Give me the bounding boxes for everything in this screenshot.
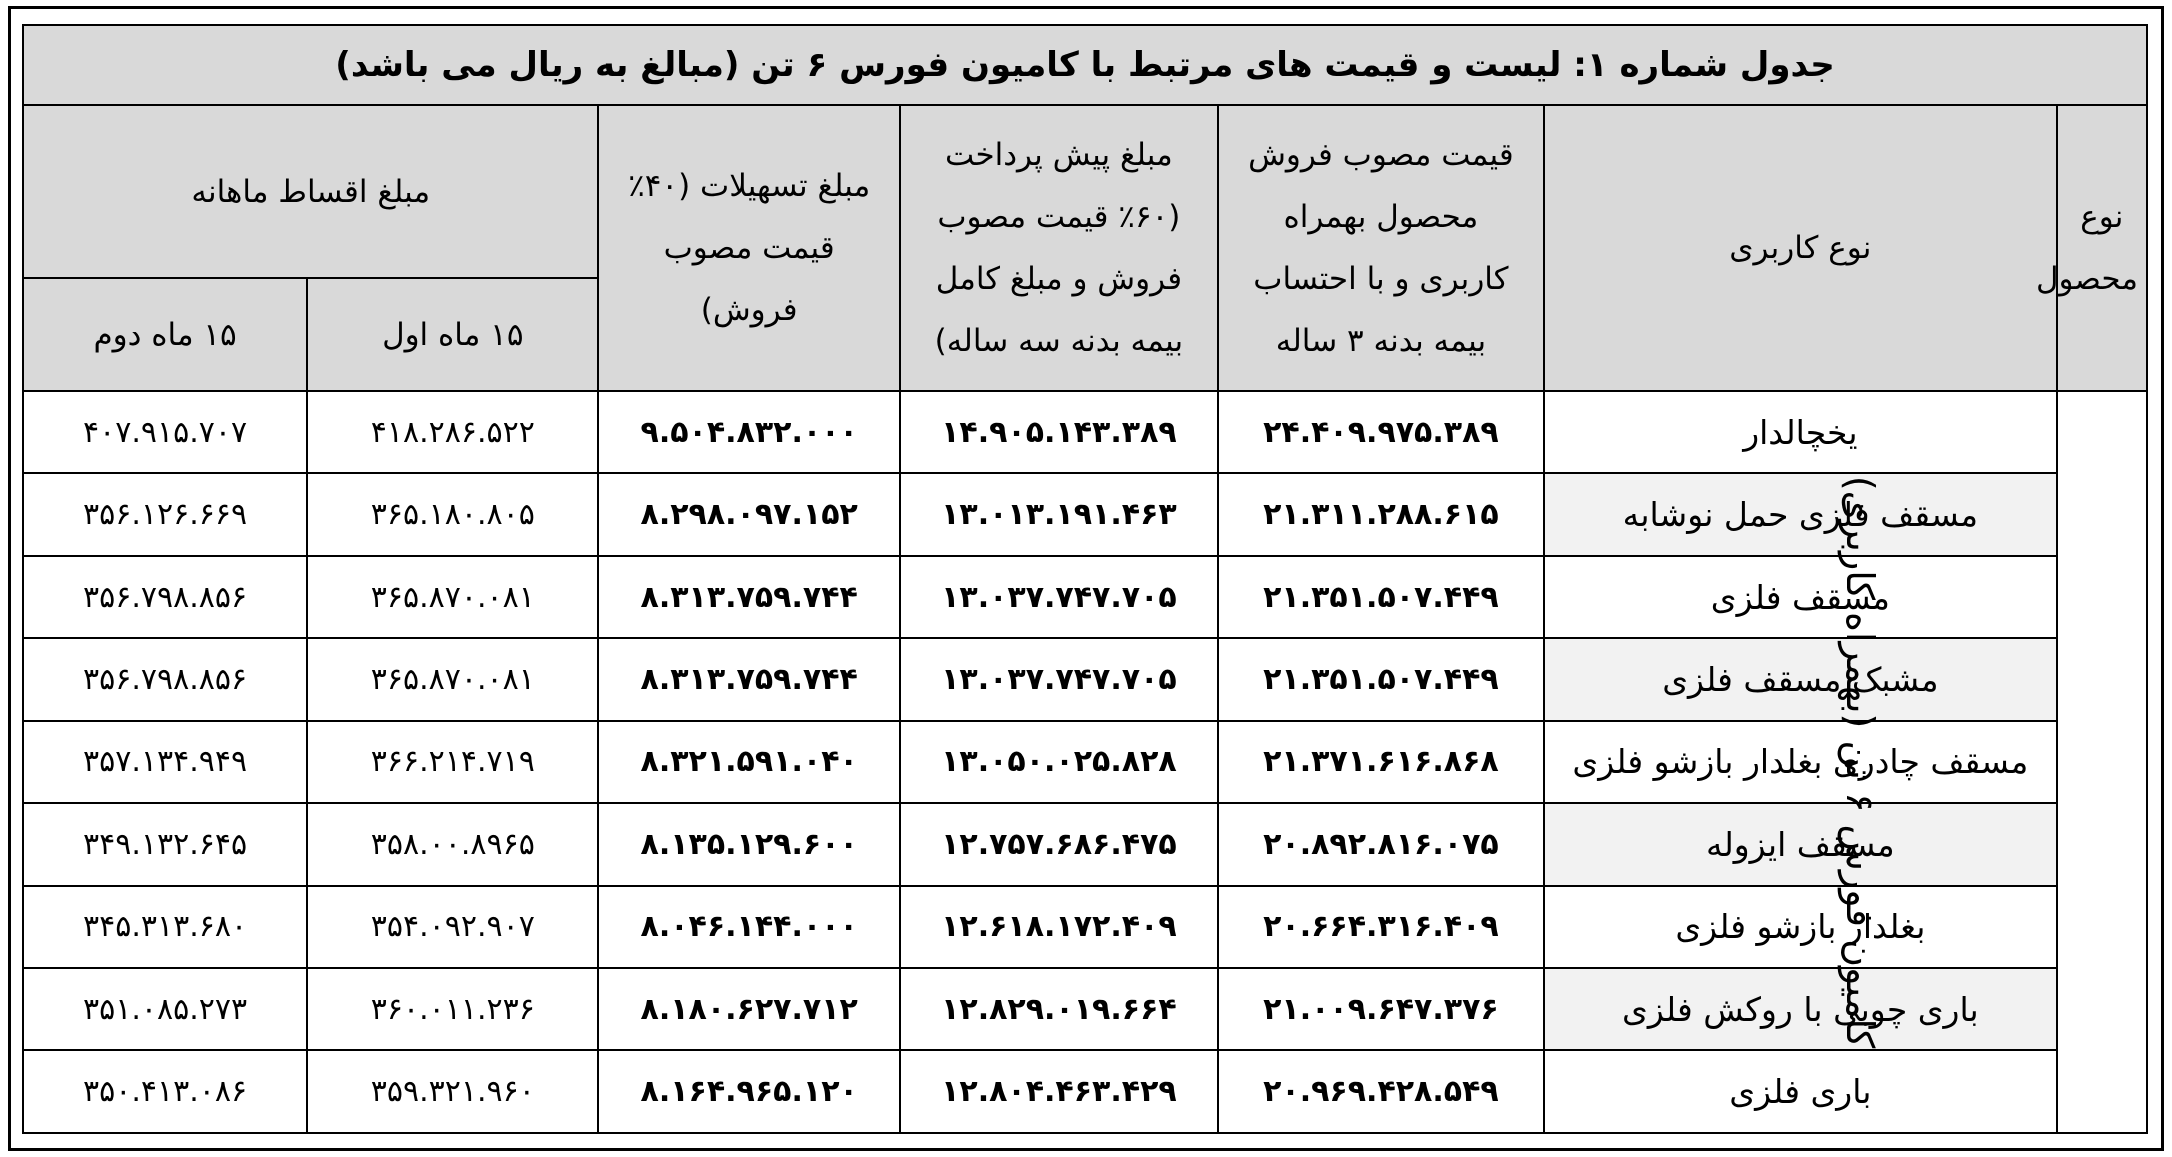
- table-row: [23, 803, 2147, 885]
- usage-cell: مشبک مسقف فلزی: [1544, 638, 2057, 720]
- header-approved-price: قیمت مصوب فروش محصول بهمراه کاربری و با احتساب بیمه بدنه ۳ ساله: [1218, 105, 1544, 391]
- prepayment-cell: ۱۲.۸۰۴.۴۶۳.۴۲۹: [900, 1050, 1218, 1133]
- table-row: [23, 886, 2147, 968]
- second-15-cell: ۳۵۰.۴۱۳.۰۸۶: [23, 1050, 307, 1133]
- facility-cell: ۸.۳۲۱.۵۹۱.۰۴۰: [598, 721, 900, 803]
- second-15-cell: ۳۵۶.۷۹۸.۸۵۶: [23, 556, 307, 638]
- table-row: [23, 721, 2147, 803]
- usage-cell: مسقف ایزوله: [1544, 803, 2057, 885]
- prepayment-cell: ۱۲.۸۲۹.۰۱۹.۶۶۴: [900, 968, 1218, 1050]
- header-monthly-installments: مبلغ اقساط ماهانه: [23, 105, 598, 278]
- second-15-cell: ۳۴۹.۱۳۲.۶۴۵: [23, 803, 307, 885]
- price-cell: ۲۱.۳۵۱.۵۰۷.۴۴۹: [1218, 638, 1544, 720]
- price-cell: ۲۱.۳۵۱.۵۰۷.۴۴۹: [1218, 556, 1544, 638]
- header-product-type: نوع محصول: [2057, 105, 2147, 391]
- second-15-cell: ۳۵۶.۱۲۶.۶۶۹: [23, 473, 307, 555]
- first-15-cell: ۳۵۹.۳۲۱.۹۶۰: [307, 1050, 598, 1133]
- first-15-cell: ۳۶۵.۸۷۰.۰۸۱: [307, 556, 598, 638]
- usage-cell: مسقف فلزی: [1544, 556, 2057, 638]
- price-cell: ۲۰.۶۶۴.۳۱۶.۴۰۹: [1218, 886, 1544, 968]
- facility-cell: ۸.۲۹۸.۰۹۷.۱۵۲: [598, 473, 900, 555]
- prepayment-cell: ۱۳.۰۳۷.۷۴۷.۷۰۵: [900, 556, 1218, 638]
- facility-cell: ۸.۱۶۴.۹۶۵.۱۲۰: [598, 1050, 900, 1133]
- first-15-cell: ۳۶۰.۰۱۱.۲۳۶: [307, 968, 598, 1050]
- table-row: [23, 968, 2147, 1050]
- product-name: کامیون فورس ۶ تن (بهمراه کاربری): [1837, 475, 1882, 1049]
- table-row: [23, 638, 2147, 720]
- prepayment-cell: ۱۳.۰۱۳.۱۹۱.۴۶۳: [900, 473, 1218, 555]
- table-title: جدول شماره ۱: لیست و قیمت های مرتبط با کامیون فورس ۶ تن (مبالغ به ریال می باشد): [23, 25, 2147, 105]
- usage-cell: یخچالدار: [1544, 391, 2057, 473]
- facility-cell: ۹.۵۰۴.۸۳۲.۰۰۰: [598, 391, 900, 473]
- first-15-cell: ۳۵۸.۰۰.۸۹۶۵: [307, 803, 598, 885]
- header-usage-type: نوع کاربری: [1544, 105, 2057, 391]
- second-15-cell: ۳۵۶.۷۹۸.۸۵۶: [23, 638, 307, 720]
- usage-cell: مسقف فلزی حمل نوشابه: [1544, 473, 2057, 555]
- price-cell: ۲۰.۹۶۹.۴۲۸.۵۴۹: [1218, 1050, 1544, 1133]
- usage-cell: باری چوبی با روکش فلزی: [1544, 968, 2057, 1050]
- second-15-cell: ۳۵۷.۱۳۴.۹۴۹: [23, 721, 307, 803]
- prepayment-cell: ۱۴.۹۰۵.۱۴۳.۳۸۹: [900, 391, 1218, 473]
- price-cell: ۲۴.۴۰۹.۹۷۵.۳۸۹: [1218, 391, 1544, 473]
- facility-cell: ۸.۳۱۳.۷۵۹.۷۴۴: [598, 638, 900, 720]
- first-15-cell: ۳۶۵.۸۷۰.۰۸۱: [307, 638, 598, 720]
- first-15-cell: ۳۵۴.۰۹۲.۹۰۷: [307, 886, 598, 968]
- header-facility: مبلغ تسهیلات (۴۰٪ قیمت مصوب فروش): [598, 105, 900, 391]
- usage-cell: بغلدار بازشو فلزی: [1544, 886, 2057, 968]
- prepayment-cell: ۱۲.۶۱۸.۱۷۲.۴۰۹: [900, 886, 1218, 968]
- second-15-cell: ۳۴۵.۳۱۳.۶۸۰: [23, 886, 307, 968]
- price-cell: ۲۱.۰۰۹.۶۴۷.۳۷۶: [1218, 968, 1544, 1050]
- header-first-15-months: ۱۵ ماه اول: [307, 278, 598, 391]
- price-cell: ۲۰.۸۹۲.۸۱۶.۰۷۵: [1218, 803, 1544, 885]
- price-table: [22, 24, 2148, 1134]
- header-prepayment: مبلغ پیش پرداخت (۶۰٪ قیمت مصوب فروش و مبلغ کامل بیمه بدنه سه ساله): [900, 105, 1218, 391]
- product-name-cell: [1837, 391, 2147, 1133]
- table-row: [23, 556, 2147, 638]
- price-cell: ۲۱.۳۱۱.۲۸۸.۶۱۵: [1218, 473, 1544, 555]
- prepayment-cell: ۱۲.۷۵۷.۶۸۶.۴۷۵: [900, 803, 1218, 885]
- table-row: [23, 1050, 2147, 1133]
- second-15-cell: ۴۰۷.۹۱۵.۷۰۷: [23, 391, 307, 473]
- header-second-15-months: ۱۵ ماه دوم: [23, 278, 307, 391]
- first-15-cell: ۳۶۵.۱۸۰.۸۰۵: [307, 473, 598, 555]
- usage-cell: باری فلزی: [1544, 1050, 2057, 1133]
- prepayment-cell: ۱۳.۰۵۰.۰۲۵.۸۲۸: [900, 721, 1218, 803]
- facility-cell: ۸.۰۴۶.۱۴۴.۰۰۰: [598, 886, 900, 968]
- facility-cell: ۸.۱۸۰.۶۲۷.۷۱۲: [598, 968, 900, 1050]
- second-15-cell: ۳۵۱.۰۸۵.۲۷۳: [23, 968, 307, 1050]
- facility-cell: ۸.۱۳۵.۱۲۹.۶۰۰: [598, 803, 900, 885]
- table-row: [23, 391, 2147, 473]
- usage-cell: مسقف چادری بغلدار بازشو فلزی: [1544, 721, 2057, 803]
- first-15-cell: ۳۶۶.۲۱۴.۷۱۹: [307, 721, 598, 803]
- first-15-cell: ۴۱۸.۲۸۶.۵۲۲: [307, 391, 598, 473]
- prepayment-cell: ۱۳.۰۳۷.۷۴۷.۷۰۵: [900, 638, 1218, 720]
- price-cell: ۲۱.۳۷۱.۶۱۶.۸۶۸: [1218, 721, 1544, 803]
- facility-cell: ۸.۳۱۳.۷۵۹.۷۴۴: [598, 556, 900, 638]
- table-row: [23, 473, 2147, 555]
